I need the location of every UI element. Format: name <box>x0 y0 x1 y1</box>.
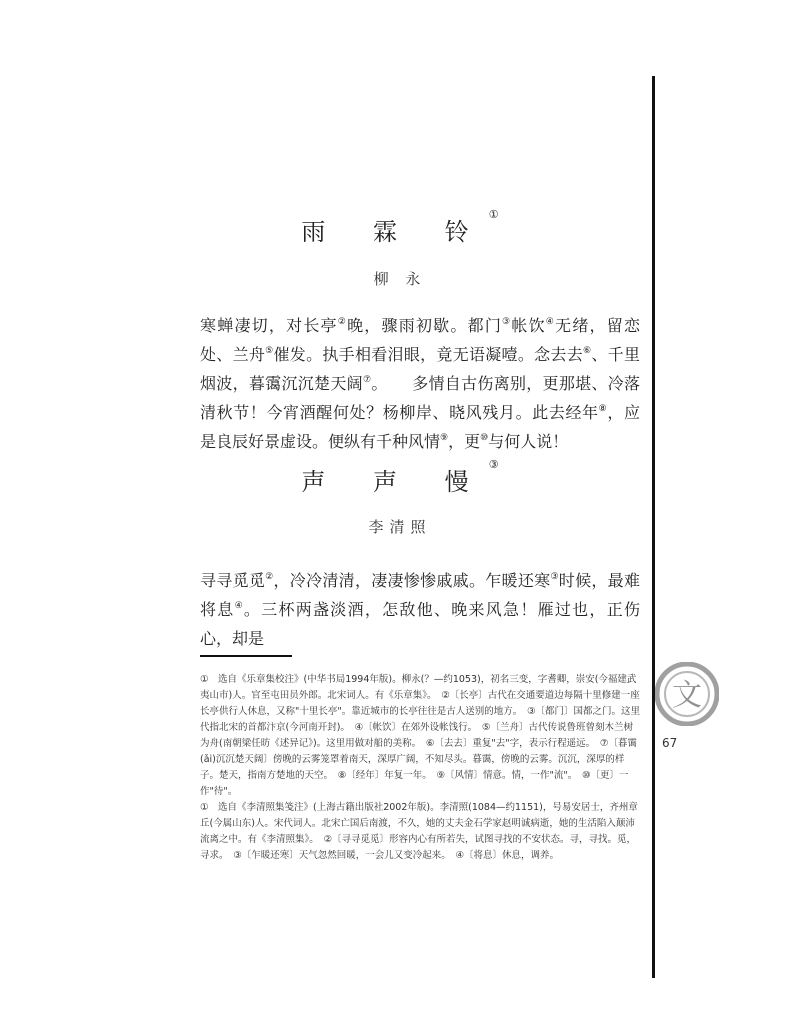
footnote-paragraph: ① 选自《李清照集笺注》(上海古籍出版社2002年版)。李清照(1084—约1151)，号易安居士，齐州章丘(今属山东)人。宋代词人。北宋亡国后南渡，不久，她的丈夫金石学家赵明诚病逝，她的生活陷入颠沛流离之中。有《李清照集》。 ②〔寻寻觅觅〕形容内心有所若失，试图寻找的不安状态。寻，寻找。觅，寻求。 ③〔乍暖还寒〕天气忽然回暖，一会儿又变冷起来。 ④〔将息〕休息，调养。 <box>200 802 638 861</box>
publisher-emblem-icon <box>655 662 719 726</box>
poem-text: 与何人说！ <box>488 432 569 451</box>
poem-text: 晚，骤雨初歇。都门 <box>347 316 503 335</box>
poem-title-text: 雨 霖 铃 <box>301 218 489 246</box>
footnote-marker: ⑤ <box>265 346 274 356</box>
footnote-rule <box>200 655 292 657</box>
footnote-marker: ③ <box>502 317 512 327</box>
footnote-marker: ③ <box>488 458 499 471</box>
poem-title <box>0 458 800 497</box>
footnote-marker: ⑧ <box>598 404 608 414</box>
footnotes <box>200 672 640 864</box>
footnote-marker: ① <box>488 208 499 221</box>
poem-text: 、千里烟波，暮霭沉沉楚天阔 <box>200 345 640 393</box>
poem-author: 柳 永 <box>373 270 427 288</box>
footnote-marker: ⑦ <box>362 375 372 385</box>
poem-text: 无绪，留恋处、兰舟 <box>200 316 640 364</box>
poem-author: 李清照 <box>368 518 432 536</box>
footnote-marker: ⑩ <box>480 433 489 443</box>
poem-text: 帐饮 <box>511 316 546 335</box>
footnote-marker: ③ <box>550 572 559 582</box>
footnote-paragraph: ① 选自《乐章集校注》(中华书局1994年版)。柳永(？—约1053)，初名三变，字耆卿，崇安(今福建武夷山市)人。官至屯田员外郎。北宋词人。有《乐章集》。 ②〔长亭〕古代在交通要道边每隔十里修建一座长亭供行人休息，又称"十里长亭"。靠近城市的长亭往往是古人送别的地方。 ③〔都门〕国都之门。这里代指北宋的首都汴京(今河南开封)。 ④〔帐饮〕在郊外设帐饯行。 ⑤〔兰舟〕古代传说鲁班曾刻木兰树为舟(南朝梁任昉《述异记》)。这里用做对船的美称。 ⑥〔去去〕重复"去"字，表示行程遥远。 ⑦〔暮霭(ǎi)沉沉楚天阔〕傍晚的云雾笼罩着南天，深厚广阔，不知尽头。暮霭，傍晚的云雾。沉沉，深厚的样子。楚天，指南方楚地的天空。 ⑧〔经年〕年复一年。 ⑨〔风情〕情意。情，一作"流"。 ⑩〔更〕一作"待"。 <box>200 674 641 797</box>
footnote-marker: ④ <box>234 601 244 611</box>
poem-body <box>200 566 640 653</box>
poem-text: 寻寻觅觅 <box>200 571 266 590</box>
poem-text: ，冷冷清清，凄凄惨惨戚戚。乍暖还寒 <box>273 571 551 590</box>
footnote-marker: ⑥ <box>583 346 592 356</box>
footnote-marker: ④ <box>545 317 556 327</box>
poem-title <box>0 208 800 247</box>
poem-text: ，应是良辰好景虚设。便纵有千种风情 <box>200 403 640 451</box>
poem-text: 时候，最难将息 <box>200 571 640 619</box>
footnote-marker: ② <box>337 317 348 327</box>
poem-text: ，更 <box>448 432 481 451</box>
poem-text: 。三杯两盏淡酒，怎敌他、晚来风急！雁过也，正伤心，却是 <box>200 600 640 648</box>
poem-text: 。 多情自古伤离别，更那堪、冷落清秋节！今宵酒醒何处？杨柳岸、晓风残月。此去经年 <box>200 374 640 422</box>
poem-body <box>200 311 640 456</box>
poem-title-text: 声 声 慢 <box>301 468 489 496</box>
footnote-marker: ② <box>265 572 274 582</box>
poem-text: 催发。执手相看泪眼，竟无语凝噎。念去去 <box>273 345 584 364</box>
page-number: 67 <box>662 736 678 750</box>
footnote-marker: ⑨ <box>440 433 449 443</box>
poem-text: 寒蝉凄切，对长亭 <box>200 316 338 335</box>
emblem-glyph: 文 <box>672 678 702 713</box>
